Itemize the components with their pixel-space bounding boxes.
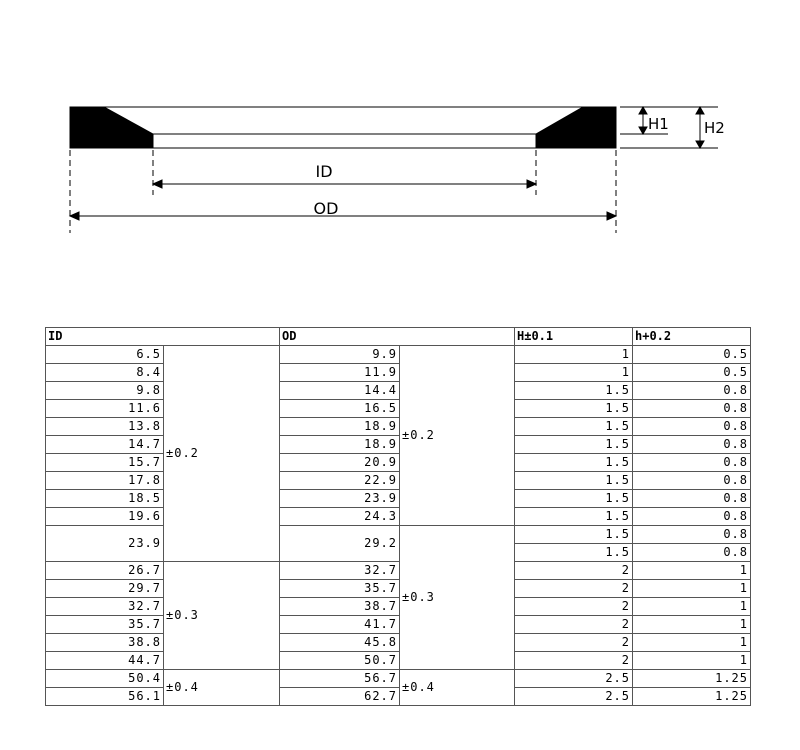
table-row — [46, 652, 751, 670]
table-header-row — [46, 328, 751, 346]
table-row — [46, 616, 751, 634]
id-value: 15.7 — [46, 454, 164, 472]
od-value: 62.7 — [280, 688, 400, 706]
table-row — [46, 526, 751, 544]
od-value: 22.9 — [280, 472, 400, 490]
h-small-value: 1 — [633, 598, 751, 616]
h-value: 2.5 — [515, 688, 633, 706]
od-value: 38.7 — [280, 598, 400, 616]
h-value: 2 — [515, 598, 633, 616]
od-value: 23.9 — [280, 490, 400, 508]
od-value: 56.7 — [280, 670, 400, 688]
table-row — [46, 346, 751, 364]
od-value: 20.9 — [280, 454, 400, 472]
h-value: 2 — [515, 634, 633, 652]
od-label: OD — [313, 199, 339, 218]
h-small-value: 0.8 — [633, 436, 751, 454]
id-value: 56.1 — [46, 688, 164, 706]
spec-table-body — [46, 346, 751, 706]
id-value: 17.8 — [46, 472, 164, 490]
h-small-value: 0.8 — [633, 454, 751, 472]
od-value: 11.9 — [280, 364, 400, 382]
h-value: 1.5 — [515, 526, 633, 544]
od-tolerance: ±0.3 — [400, 526, 515, 670]
table-row — [46, 400, 751, 418]
h-value: 2 — [515, 562, 633, 580]
h-small-value: 0.8 — [633, 526, 751, 544]
table-row — [46, 418, 751, 436]
extension-lines — [70, 150, 616, 233]
od-value: 16.5 — [280, 400, 400, 418]
spec-table — [45, 327, 751, 706]
id-value: 13.8 — [46, 418, 164, 436]
od-tolerance: ±0.2 — [400, 346, 515, 526]
id-value: 29.7 — [46, 580, 164, 598]
h-small-value: 0.8 — [633, 544, 751, 562]
seal-cross-section-drawing — [0, 0, 800, 300]
id-value: 11.6 — [46, 400, 164, 418]
id-value: 32.7 — [46, 598, 164, 616]
id-value: 8.4 — [46, 364, 164, 382]
h-small-value: 1 — [633, 634, 751, 652]
id-tolerance: ±0.3 — [164, 562, 280, 670]
id-value: 44.7 — [46, 652, 164, 670]
h-value: 1.5 — [515, 544, 633, 562]
header-od: OD — [280, 328, 515, 346]
od-value: 9.9 — [280, 346, 400, 364]
h-value: 1.5 — [515, 382, 633, 400]
table-row — [46, 508, 751, 526]
table-row — [46, 580, 751, 598]
od-value: 32.7 — [280, 562, 400, 580]
h-small-value: 0.5 — [633, 364, 751, 382]
h1-label: H1 — [648, 115, 669, 133]
id-tolerance: ±0.2 — [164, 346, 280, 562]
seal-left-section — [70, 107, 153, 148]
table-row — [46, 436, 751, 454]
od-value: 18.9 — [280, 418, 400, 436]
od-dimension — [70, 212, 616, 220]
table-row — [46, 634, 751, 652]
table-row — [46, 562, 751, 580]
header-id: ID — [46, 328, 280, 346]
od-value: 35.7 — [280, 580, 400, 598]
od-value: 14.4 — [280, 382, 400, 400]
h-value: 1 — [515, 364, 633, 382]
h-value: 1.5 — [515, 400, 633, 418]
seal-right-section — [536, 107, 616, 148]
h-small-value: 1 — [633, 652, 751, 670]
od-value: 45.8 — [280, 634, 400, 652]
h-small-value: 0.8 — [633, 490, 751, 508]
h-value: 1.5 — [515, 490, 633, 508]
h-value: 2 — [515, 652, 633, 670]
od-value: 24.3 — [280, 508, 400, 526]
h-small-value: 0.8 — [633, 400, 751, 418]
h-small-value: 0.8 — [633, 472, 751, 490]
id-value: 14.7 — [46, 436, 164, 454]
h-value: 1.5 — [515, 436, 633, 454]
h-value: 1 — [515, 346, 633, 364]
table-row — [46, 598, 751, 616]
table-row — [46, 490, 751, 508]
id-label: ID — [315, 162, 333, 181]
h-value: 2.5 — [515, 670, 633, 688]
id-value: 6.5 — [46, 346, 164, 364]
h-small-value: 0.5 — [633, 346, 751, 364]
h-value: 1.5 — [515, 472, 633, 490]
od-value: 29.2 — [280, 526, 400, 562]
h-small-value: 1.25 — [633, 688, 751, 706]
table-row — [46, 454, 751, 472]
od-value: 50.7 — [280, 652, 400, 670]
id-value: 26.7 — [46, 562, 164, 580]
id-value: 18.5 — [46, 490, 164, 508]
h-small-value: 1 — [633, 580, 751, 598]
od-value: 41.7 — [280, 616, 400, 634]
h-small-value: 1.25 — [633, 670, 751, 688]
table-row — [46, 472, 751, 490]
id-value: 23.9 — [46, 526, 164, 562]
od-value: 18.9 — [280, 436, 400, 454]
h-value: 1.5 — [515, 454, 633, 472]
h-value: 2 — [515, 616, 633, 634]
table-row — [46, 688, 751, 706]
table-row — [46, 382, 751, 400]
id-value: 38.8 — [46, 634, 164, 652]
id-value: 50.4 — [46, 670, 164, 688]
h-small-value: 0.8 — [633, 418, 751, 436]
h-small-value: 1 — [633, 562, 751, 580]
id-dimension — [153, 180, 536, 188]
id-value: 35.7 — [46, 616, 164, 634]
id-tolerance: ±0.4 — [164, 670, 280, 706]
h2-label: H2 — [704, 119, 725, 137]
h-value: 1.5 — [515, 508, 633, 526]
header-h: H±0.1 — [515, 328, 633, 346]
h-small-value: 1 — [633, 616, 751, 634]
id-value: 19.6 — [46, 508, 164, 526]
h-value: 1.5 — [515, 418, 633, 436]
table-row — [46, 670, 751, 688]
table-row — [46, 364, 751, 382]
seal-profile — [70, 107, 616, 148]
header-h-small: h+0.2 — [633, 328, 751, 346]
h-small-value: 0.8 — [633, 508, 751, 526]
h-value: 2 — [515, 580, 633, 598]
id-value: 9.8 — [46, 382, 164, 400]
h-small-value: 0.8 — [633, 382, 751, 400]
od-tolerance: ±0.4 — [400, 670, 515, 706]
